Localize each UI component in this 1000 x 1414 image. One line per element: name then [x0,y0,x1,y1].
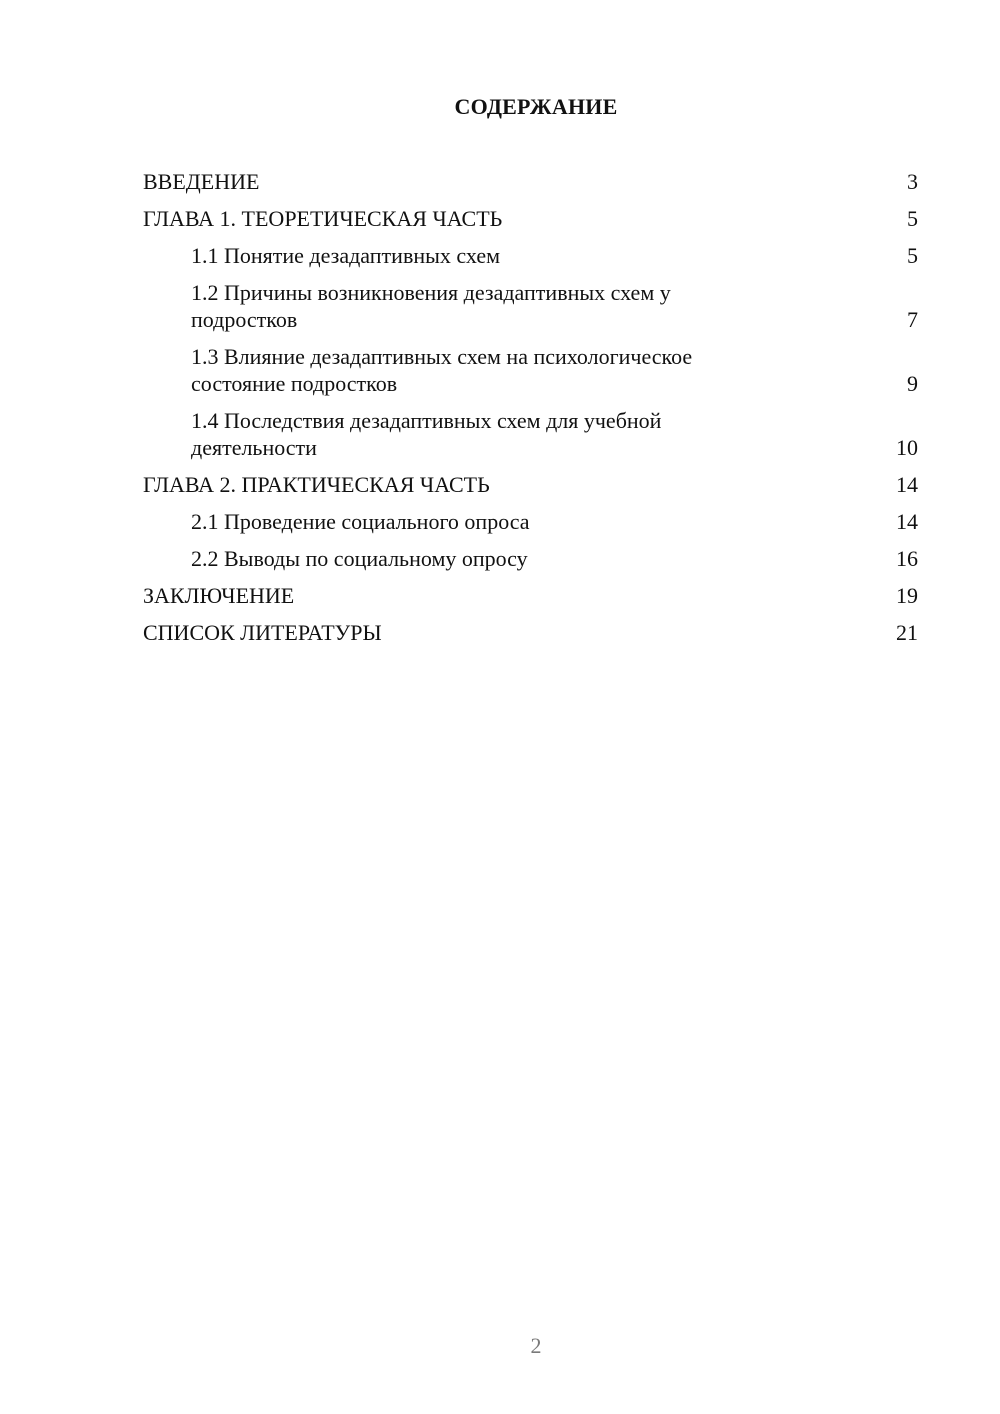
toc-entry-label: 1.1 Понятие дезадаптивных схем [191,243,500,268]
toc-entry-label: 1.2 Причины возникновения дезадаптивных схем у подростков [191,280,671,332]
toc-entry-page: 10 [896,435,918,460]
toc-entry-label: 1.4 Последствия дезадаптивных схем для учебной деятельности [191,408,662,460]
toc-entry-label: ГЛАВА 1. ТЕОРЕТИЧЕСКАЯ ЧАСТЬ [143,206,503,231]
toc-entry-label: СПИСОК ЛИТЕРАТУРЫ [143,620,382,645]
toc-subentry [143,343,918,397]
toc-entry-page: 14 [896,509,918,534]
toc-subentry [143,279,918,333]
toc-entry [143,205,918,232]
toc-subentry [143,407,918,461]
toc-entry [143,168,918,195]
table-of-contents [143,168,918,656]
toc-entry-page: 19 [896,583,918,608]
toc-entry [143,619,918,646]
toc-subentry [143,242,918,269]
toc-entry-page: 21 [896,620,918,645]
toc-entry-label: 1.3 Влияние дезадаптивных схем на психологическое состояние подростков [191,344,693,396]
toc-entry-label: ВВЕДЕНИЕ [143,169,260,194]
toc-entry-page: 16 [896,546,918,571]
toc-entry-label: 2.1 Проведение социального опроса [191,509,530,534]
toc-entry-label: ЗАКЛЮЧЕНИЕ [143,583,295,608]
toc-entry-label: 2.2 Выводы по социальному опросу [191,546,528,571]
toc-entry-page: 14 [896,472,918,497]
toc-entry-page: 5 [907,206,918,231]
toc-entry-page: 7 [907,307,918,332]
toc-entry-page: 5 [907,243,918,268]
page-number: 2 [530,1333,542,1358]
toc-entry-label: ГЛАВА 2. ПРАКТИЧЕСКАЯ ЧАСТЬ [143,472,490,497]
toc-subentry [143,545,918,572]
toc-title: СОДЕРЖАНИЕ [454,94,618,119]
toc-entry-page: 3 [907,169,918,194]
toc-entry-page: 9 [907,371,918,396]
toc-entry [143,582,918,609]
toc-entry [143,471,918,498]
toc-subentry [143,508,918,535]
